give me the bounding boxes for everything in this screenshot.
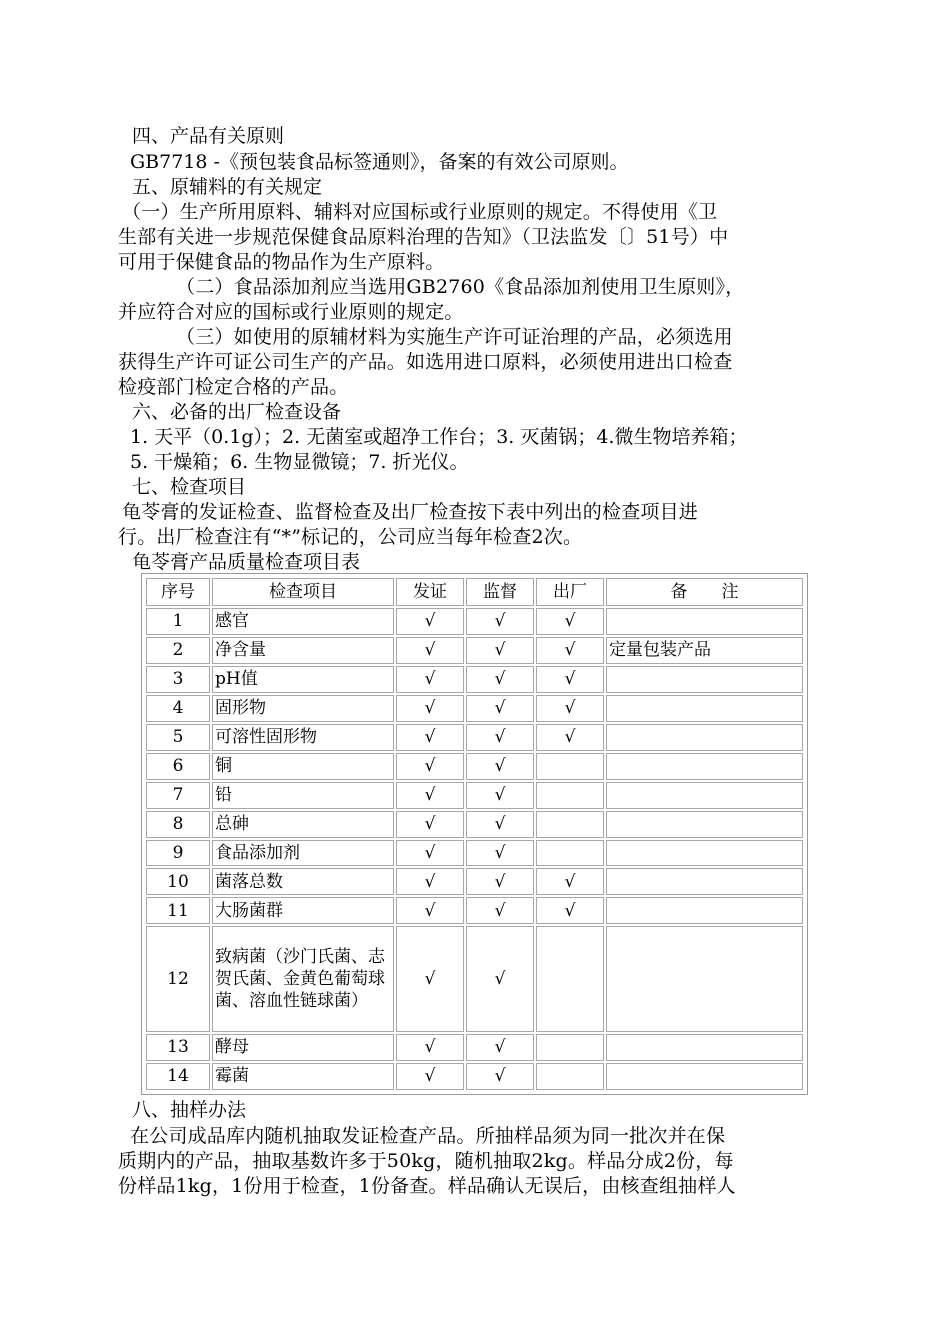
cell-remarks [606, 666, 803, 693]
cell-serial: 9 [146, 840, 210, 867]
cell-certification: √ [396, 753, 464, 780]
section8-heading: 八、抽样办法 [132, 1099, 247, 1121]
cell-serial: 7 [146, 782, 210, 809]
section4-heading: 四、产品有关原则 [132, 125, 285, 147]
section5-p3-line2: 获得生产许可证公司生产的产品。如选用进口原料，必须使用进出口检查 [118, 351, 733, 373]
cell-item: 食品添加剂 [212, 840, 394, 867]
cell-serial: 3 [146, 666, 210, 693]
section7-heading: 七、检查项目 [132, 476, 247, 498]
table-row [146, 926, 803, 1032]
cell-supervision: √ [466, 1034, 534, 1061]
cell-factory: √ [536, 608, 604, 635]
cell-serial: 1 [146, 608, 210, 635]
cell-remarks [606, 753, 803, 780]
table-title: 龟苓膏产品质量检查项目表 [132, 551, 361, 573]
header-serial: 序号 [146, 578, 210, 606]
cell-supervision: √ [466, 868, 534, 895]
cell-item: 感官 [212, 608, 394, 635]
cell-item: 大肠菌群 [212, 897, 394, 924]
section7-line2: 行。出厂检查注有“*”标记的，公司应当每年检查2次。 [118, 526, 583, 548]
cell-factory [536, 1063, 604, 1090]
cell-serial: 11 [146, 897, 210, 924]
cell-serial: 12 [146, 926, 210, 1032]
section5-p2-line2: 并应符合对应的国标或行业原则的规定。 [118, 301, 464, 323]
cell-supervision: √ [466, 782, 534, 809]
section8-line3: 份样品1kg，1份用于检查，1份备查。样品确认无误后，由核查组抽样人 [118, 1175, 736, 1197]
section5-p1-line3: 可用于保健食品的物品作为生产原料。 [118, 251, 445, 273]
header-factory: 出厂 [536, 578, 604, 606]
header-certification: 发证 [396, 578, 464, 606]
table-row [146, 1034, 803, 1061]
table-row [146, 637, 803, 664]
cell-certification: √ [396, 868, 464, 895]
cell-remarks [606, 811, 803, 838]
inspection-items-table [144, 576, 805, 1092]
section5-p2-line1: （二）食品添加剂应当选用GB2760《食品添加剂使用卫生原则》， [176, 276, 745, 298]
cell-supervision: √ [466, 608, 534, 635]
cell-serial: 2 [146, 637, 210, 664]
cell-factory: √ [536, 637, 604, 664]
table-row [146, 695, 803, 722]
cell-serial: 10 [146, 868, 210, 895]
cell-item: 铜 [212, 753, 394, 780]
cell-factory: √ [536, 897, 604, 924]
cell-item: 固形物 [212, 695, 394, 722]
section5-heading: 五、原辅料的有关规定 [132, 176, 323, 198]
header-remarks: 备 注 [606, 578, 803, 606]
table-row [146, 897, 803, 924]
cell-supervision: √ [466, 840, 534, 867]
cell-item: 铅 [212, 782, 394, 809]
cell-remarks [606, 608, 803, 635]
table-row [146, 608, 803, 635]
cell-certification: √ [396, 897, 464, 924]
cell-supervision: √ [466, 753, 534, 780]
table-row [146, 666, 803, 693]
cell-serial: 6 [146, 753, 210, 780]
cell-item: pH值 [212, 666, 394, 693]
cell-serial: 5 [146, 724, 210, 751]
cell-supervision: √ [466, 724, 534, 751]
cell-serial: 14 [146, 1063, 210, 1090]
cell-factory: √ [536, 695, 604, 722]
cell-supervision: √ [466, 666, 534, 693]
cell-certification: √ [396, 811, 464, 838]
cell-serial: 13 [146, 1034, 210, 1061]
cell-item: 霉菌 [212, 1063, 394, 1090]
cell-certification: √ [396, 1063, 464, 1090]
cell-remarks [606, 840, 803, 867]
cell-factory: √ [536, 666, 604, 693]
cell-remarks [606, 1034, 803, 1061]
cell-factory [536, 811, 604, 838]
section6-heading: 六、必备的出厂检查设备 [132, 401, 342, 423]
cell-item: 可溶性固形物 [212, 724, 394, 751]
inspection-table-frame [141, 573, 808, 1095]
section8-line2: 质期内的产品，抽取基数许多于50kg，随机抽取2kg。样品分成2份，每 [118, 1150, 734, 1172]
cell-certification: √ [396, 840, 464, 867]
cell-certification: √ [396, 695, 464, 722]
cell-remarks [606, 897, 803, 924]
table-row [146, 1063, 803, 1090]
table-row [146, 840, 803, 867]
header-item: 检查项目 [212, 578, 394, 606]
cell-supervision: √ [466, 897, 534, 924]
cell-remarks [606, 1063, 803, 1090]
cell-remarks [606, 724, 803, 751]
cell-factory: √ [536, 724, 604, 751]
cell-certification: √ [396, 666, 464, 693]
section5-p3-line3: 检疫部门检定合格的产品。 [118, 376, 349, 398]
section4-text: GB7718 -《预包装食品标签通则》，备案的有效公司原则。 [130, 151, 629, 173]
cell-factory: √ [536, 868, 604, 895]
cell-serial: 4 [146, 695, 210, 722]
cell-factory [536, 926, 604, 1032]
table-row [146, 868, 803, 895]
cell-remarks [606, 868, 803, 895]
table-row [146, 753, 803, 780]
cell-remarks [606, 782, 803, 809]
cell-supervision: √ [466, 811, 534, 838]
cell-supervision: √ [466, 1063, 534, 1090]
table-header-row [146, 578, 803, 606]
cell-certification: √ [396, 608, 464, 635]
section6-line2: 5. 干燥箱；6. 生物显微镜；7. 折光仪。 [130, 451, 469, 473]
cell-supervision: √ [466, 926, 534, 1032]
cell-factory [536, 753, 604, 780]
table-row [146, 724, 803, 751]
cell-certification: √ [396, 637, 464, 664]
header-supervision: 监督 [466, 578, 534, 606]
cell-remarks: 定量包装产品 [606, 637, 803, 664]
cell-factory [536, 1034, 604, 1061]
section7-line1: 龟苓膏的发证检查、监督检查及出厂检查按下表中列出的检查项目进 [122, 501, 699, 523]
table-row [146, 811, 803, 838]
section6-line1: 1. 天平（0.1g）；2. 无菌室或超净工作台；3. 灭菌锅；4.微生物培养箱； [130, 426, 748, 448]
cell-certification: √ [396, 724, 464, 751]
cell-remarks [606, 695, 803, 722]
section5-p3-line1: （三）如使用的原辅材料为实施生产许可证治理的产品，必须选用 [176, 326, 733, 348]
section5-p1-line1: （一）生产所用原料、辅料对应国标或行业原则的规定。不得使用《卫 [122, 201, 718, 223]
cell-item: 酵母 [212, 1034, 394, 1061]
cell-item: 菌落总数 [212, 868, 394, 895]
cell-factory [536, 782, 604, 809]
cell-certification: √ [396, 926, 464, 1032]
cell-item: 总砷 [212, 811, 394, 838]
cell-item: 致病菌（沙门氏菌、志贺氏菌、金黄色葡萄球菌、溶血性链球菌） [212, 926, 394, 1032]
cell-certification: √ [396, 782, 464, 809]
cell-serial: 8 [146, 811, 210, 838]
table-row [146, 782, 803, 809]
cell-factory [536, 840, 604, 867]
cell-item: 净含量 [212, 637, 394, 664]
section5-p1-line2: 生部有关进一步规范保健食品原料治理的告知》（卫法监发〔〕51号）中 [118, 226, 729, 248]
cell-supervision: √ [466, 637, 534, 664]
cell-supervision: √ [466, 695, 534, 722]
section8-line1: 在公司成品库内随机抽取发证检查产品。所抽样品须为同一批次并在保 [130, 1125, 726, 1147]
cell-remarks [606, 926, 803, 1032]
cell-certification: √ [396, 1034, 464, 1061]
